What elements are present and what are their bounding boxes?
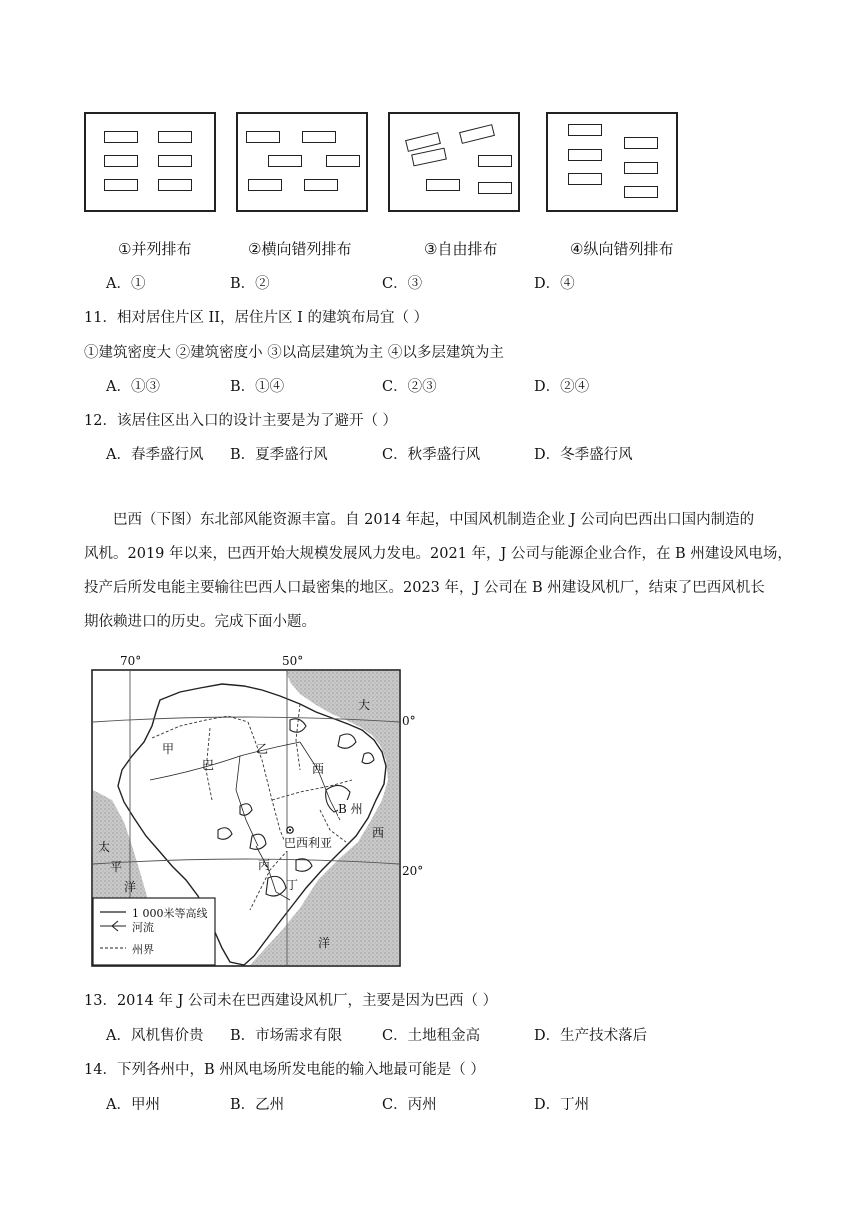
lon-label-50: 50°	[282, 654, 304, 668]
layout-caption-1: ①并列排布	[118, 240, 192, 258]
q10-option-a[interactable]: A．①	[106, 276, 146, 292]
ocean-label-yang-pacific: 洋	[124, 880, 137, 894]
ocean-label-xi: 西	[372, 826, 385, 840]
q11-items: ①建筑密度大 ②建筑密度小 ③以高层建筑为主 ④以多层建筑为主	[84, 345, 504, 361]
q11-option-d[interactable]: D．②④	[534, 379, 590, 395]
q12-option-c[interactable]: C．秋季盛行风	[382, 447, 481, 463]
state-label-jia: 甲	[162, 742, 175, 756]
q14-stem: 14．下列各州中，B 州风电场所发电能的输入地最可能是（ ）	[84, 1062, 485, 1078]
legend-contour-label: 1 000米等高线	[132, 907, 208, 920]
q13-stem: 13．2014 年 J 公司未在巴西建设风机厂，主要是因为巴西（ ）	[84, 993, 498, 1009]
q12-stem: 12．该居住区出入口的设计主要是为了避开（ ）	[84, 413, 398, 429]
country-label-ba: 巴	[202, 758, 215, 772]
q14-option-a[interactable]: A．甲州	[106, 1097, 160, 1113]
q10-option-b[interactable]: B．②	[230, 276, 270, 292]
ocean-label-tai: 太	[98, 840, 111, 854]
q12-option-b[interactable]: B．夏季盛行风	[230, 447, 328, 463]
passage-line-3: 投产后所发电能主要输往巴西人口最密集的地区。2023 年，J 公司在 B 州建设风机厂，结束了巴西风机长	[84, 580, 765, 596]
lon-label-70: 70°	[120, 654, 142, 668]
lat-label-20: 20°	[402, 864, 424, 878]
q13-option-b[interactable]: B．市场需求有限	[230, 1028, 343, 1044]
q11-option-b[interactable]: B．①④	[230, 379, 285, 395]
q11-option-a[interactable]: A．①③	[106, 379, 160, 395]
layout-caption-4: ④纵向错列排布	[570, 240, 674, 258]
state-label-yi: 乙	[256, 742, 269, 756]
q10-option-c[interactable]: C．③	[382, 276, 423, 292]
q14-option-d[interactable]: D．丁州	[534, 1097, 590, 1113]
passage-line-2: 风机。2019 年以来，巴西开始大规模发展风力发电。2021 年，J 公司与能源企业合作，在 B 州建设风电场，	[84, 546, 792, 562]
layout-caption-2: ②横向错列排布	[248, 240, 352, 258]
q11-stem: 11．相对居住片区 II，居住片区 I 的建筑布局宜（ ）	[84, 310, 429, 326]
lat-label-0: 0°	[402, 714, 416, 728]
state-label-ding: 丁	[286, 878, 299, 892]
q14-option-b[interactable]: B．乙州	[230, 1097, 285, 1113]
ocean-label-da: 大	[358, 698, 371, 712]
ocean-label-yang-atlantic: 洋	[318, 936, 331, 950]
capital-label: 巴西利亚	[284, 836, 333, 850]
q12-option-d[interactable]: D．冬季盛行风	[534, 447, 633, 463]
legend-border-label: 州界	[132, 943, 154, 956]
country-label-xi: 西	[312, 762, 325, 776]
q13-option-a[interactable]: A．风机售价贵	[106, 1028, 204, 1044]
q14-option-c[interactable]: C．丙州	[382, 1097, 437, 1113]
legend-river-label: 河流	[132, 921, 154, 934]
q11-option-c[interactable]: C．②③	[382, 379, 437, 395]
state-label-b: B 州	[338, 802, 363, 816]
layout-caption-3: ③自由排布	[424, 240, 498, 258]
q12-option-a[interactable]: A．春季盛行风	[106, 447, 204, 463]
passage-line-1: 巴西（下图）东北部风能资源丰富。自 2014 年起，中国风机制造企业 J 公司向巴西出口国内制造的	[113, 512, 755, 528]
ocean-label-ping: 平	[110, 860, 123, 874]
q13-option-d[interactable]: D．生产技术落后	[534, 1028, 648, 1044]
state-label-bing: 丙	[258, 858, 271, 872]
q10-option-d[interactable]: D．④	[534, 276, 575, 292]
q13-option-c[interactable]: C．土地租金高	[382, 1028, 481, 1044]
passage-line-4: 期依赖进口的历史。完成下面小题。	[84, 614, 316, 630]
